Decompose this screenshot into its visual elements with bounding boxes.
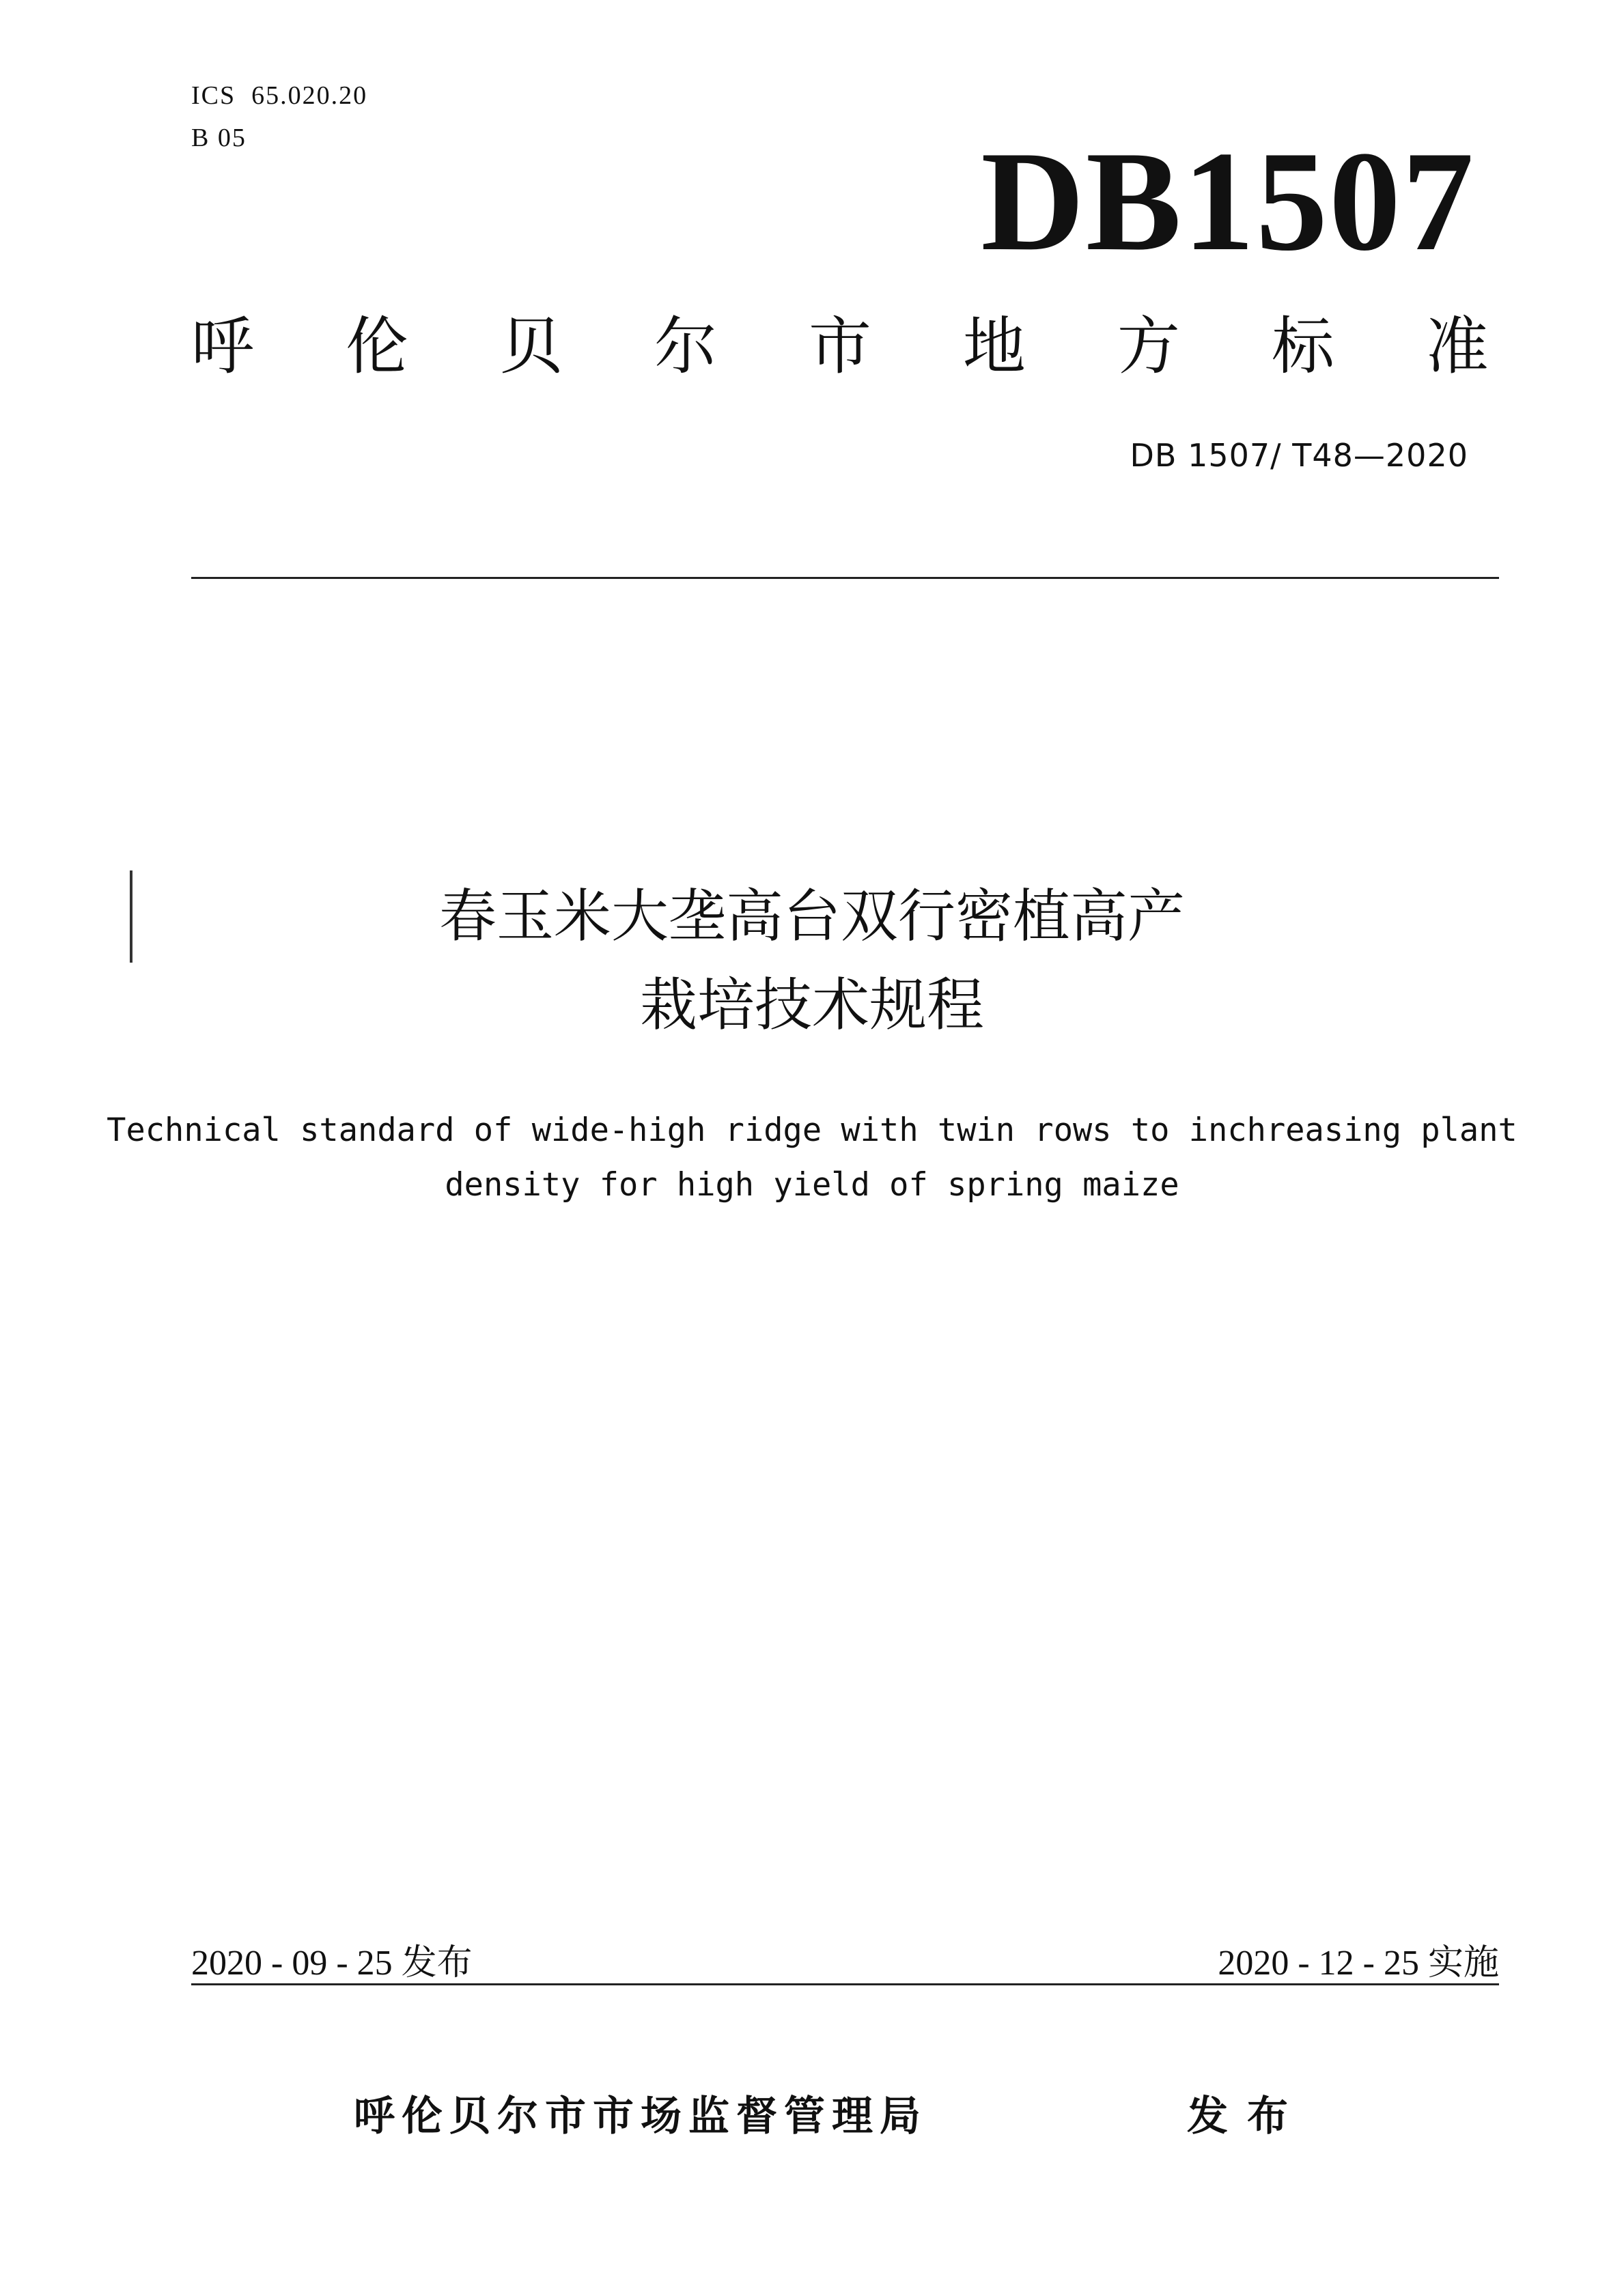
title-en-line2: density for high yield of spring maize: [445, 1166, 1179, 1204]
title-cn-line2: 栽培技术规程: [639, 972, 984, 1038]
standard-type-char: 标: [1271, 310, 1334, 383]
standard-type-char: 贝: [499, 310, 563, 383]
issue-date: 2020 - 09 - 25 发布: [191, 1944, 473, 1983]
issuing-authority: 呼伦贝尔市市场监督管理局: [354, 2093, 927, 2140]
standard-type-char: 方: [1117, 310, 1180, 383]
standard-code: DB1507: [981, 122, 1475, 281]
title-en-line1: Technical standard of wide-high ridge with twin rows to inchreasing plant: [107, 1111, 1517, 1149]
implementation-date: 2020 - 12 - 25 实施: [1218, 1944, 1499, 1983]
standard-type-char: 尔: [654, 310, 717, 383]
title-cn-line1: 春玉米大垄高台双行密植高产: [438, 883, 1185, 950]
ccs-code: B 05: [191, 124, 247, 152]
standard-type-char: 地: [962, 310, 1026, 383]
standard-type-char: 伦: [345, 310, 408, 383]
standard-type: [191, 310, 1489, 383]
footer-divider: [191, 1983, 1499, 1985]
issue-label: 发布: [1187, 2093, 1307, 2140]
standard-type-char: 准: [1425, 310, 1489, 383]
header-divider: [191, 577, 1499, 579]
standard-type-char: 市: [808, 310, 871, 383]
ics-code: ICS 65.020.20: [191, 81, 368, 110]
standard-type-char: 呼: [191, 310, 255, 383]
standard-number: DB 1507/ T48—2020: [1130, 437, 1468, 474]
